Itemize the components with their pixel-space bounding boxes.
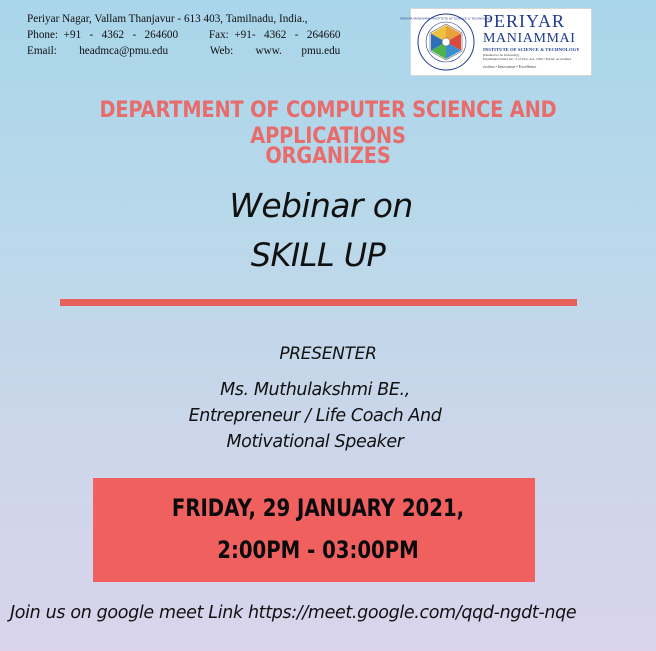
webinar-title: Webinar on bbox=[229, 186, 413, 225]
seal-text: PERIYAR MANIAMMAI INSTITUTE OF SCIENCE & TECHNOLOGY bbox=[400, 16, 492, 21]
phone-fax-line: Phone: +91 - 4362 - 264600 Fax: +91- 4362 - 264660 bbox=[27, 29, 341, 41]
organizes-heading: ORGANIZES bbox=[265, 143, 391, 169]
address-line: Periyar Nagar, Vallam Thanjavur - 613 403, Tamilnadu, India., bbox=[27, 13, 308, 25]
logo-title bbox=[483, 12, 589, 70]
meeting-link[interactable]: Join us on google meet Link https://meet.google.com/qqd-ngdt-nqe bbox=[10, 603, 577, 623]
logo-tagline: ecoless • Innovation • Excellence bbox=[483, 64, 537, 69]
presenter-name: Ms. Muthulakshmi BE., bbox=[220, 380, 410, 400]
contact-address-block bbox=[27, 11, 340, 59]
divider-bar bbox=[60, 299, 577, 306]
event-time: 2:00PM - 03:00PM bbox=[217, 536, 419, 564]
logo-name-line2: MANIAMMAI bbox=[483, 31, 576, 46]
presenter-role-line1: Entrepreneur / Life Coach And bbox=[188, 406, 442, 426]
university-seal-icon bbox=[400, 13, 492, 71]
webinar-topic: SKILL UP bbox=[250, 236, 386, 274]
email-web-line: Email: headmca@pmu.edu Web: www. pmu.edu bbox=[27, 45, 341, 57]
presenter-role-line2: Motivational Speaker bbox=[226, 432, 404, 452]
logo-name-line3: INSTITUTE OF SCIENCE & TECHNOLOGY bbox=[483, 47, 580, 52]
logo-name-line1: PERIYAR bbox=[483, 11, 566, 31]
university-logo bbox=[400, 8, 592, 76]
logo-name-line4: (Deemed to be University) bbox=[483, 53, 520, 57]
event-date: FRIDAY, 29 JANUARY 2021, bbox=[171, 494, 465, 522]
logo-name-line5: Established Under Sec. 3 of UGC Act, 1956 • NAAC Accredited bbox=[483, 57, 571, 61]
presenter-heading: PRESENTER bbox=[279, 344, 377, 364]
department-heading: DEPARTMENT OF COMPUTER SCIENCE AND APPLICATIONS bbox=[99, 97, 557, 149]
